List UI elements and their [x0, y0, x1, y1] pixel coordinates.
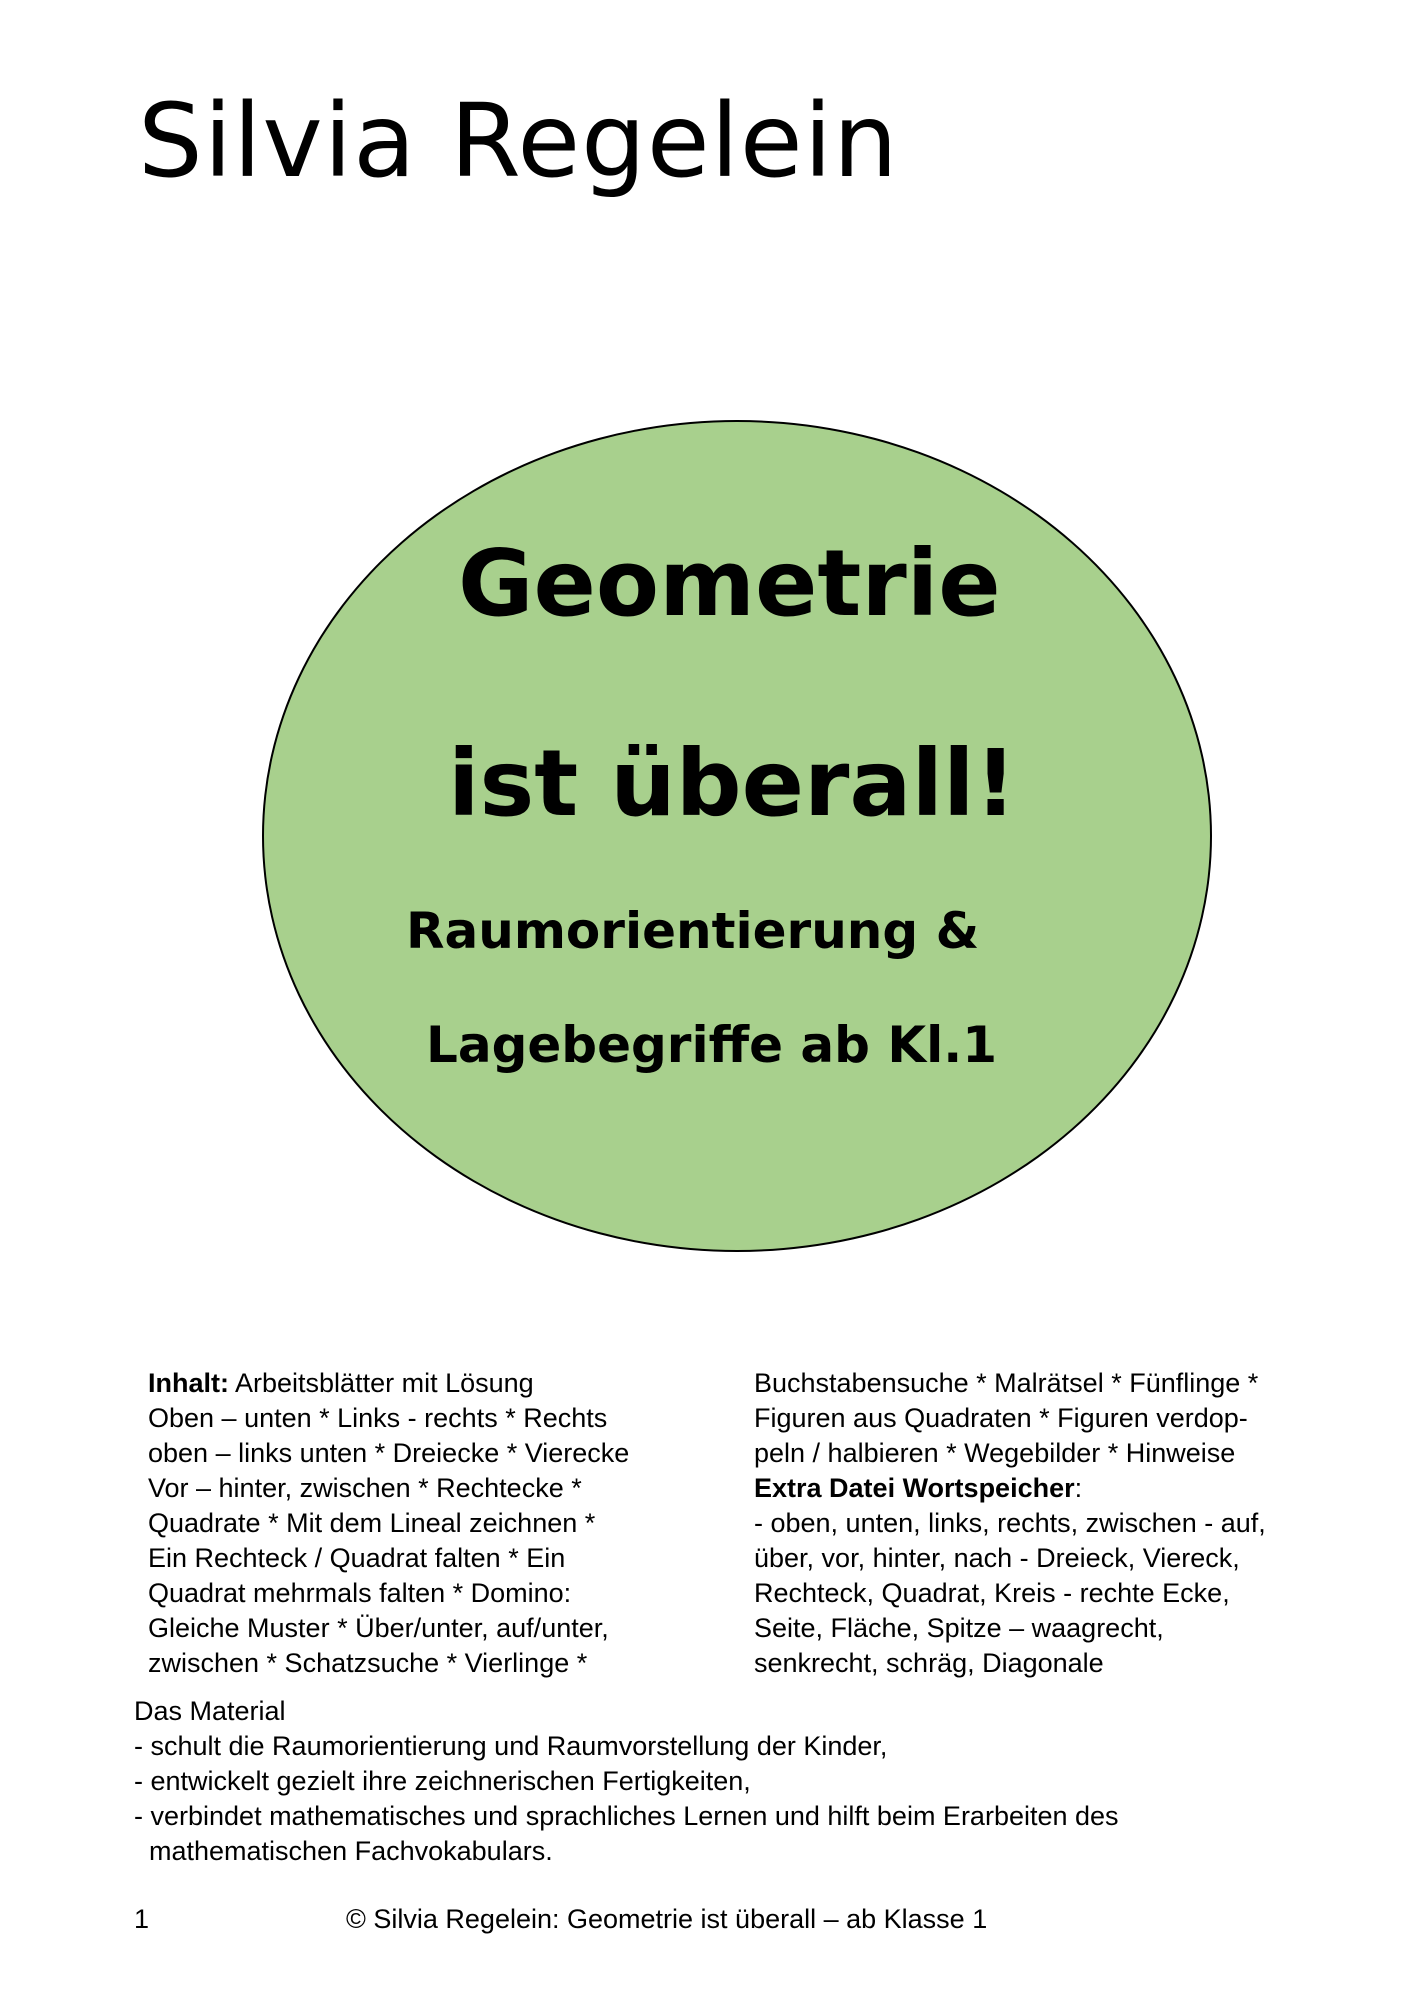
contents-line: Vor – hinter, zwischen * Rechtecke *: [148, 1473, 582, 1503]
title-line-1: Geometrie: [458, 530, 1001, 637]
author-name: Silvia Regelein: [138, 82, 899, 201]
material-line: - entwickelt gezielt ihre zeichnerischen Fertigkeiten,: [134, 1766, 751, 1796]
contents-line: zwischen * Schatzsuche * Vierlinge *: [148, 1648, 588, 1678]
wortspeicher-line: Rechteck, Quadrat, Kreis - rechte Ecke,: [754, 1578, 1230, 1608]
subtitle-line-1: Raumorientierung &: [406, 902, 980, 960]
material-line: - schult die Raumorientierung und Raumvorstellung der Kinder,: [134, 1731, 888, 1761]
wortspeicher-line: - oben, unten, links, rechts, zwischen - auf,: [754, 1508, 1266, 1538]
wortspeicher-line: senkrecht, schräg, Diagonale: [754, 1648, 1104, 1678]
contents-label: Inhalt:: [148, 1368, 229, 1398]
contents-line: Figuren aus Quadraten * Figuren verdop-: [754, 1403, 1248, 1433]
contents-right-column: [754, 1366, 1266, 1681]
contents-line: Quadrat mehrmals falten * Domino:: [148, 1578, 572, 1608]
contents-line: Ein Rechteck / Quadrat falten * Ein: [148, 1543, 566, 1573]
wortspeicher-line: über, vor, hinter, nach - Dreieck, Viereck,: [754, 1543, 1240, 1573]
material-line: mathematischen Fachvokabulars.: [134, 1836, 553, 1866]
page-number: 1: [134, 1904, 150, 1934]
material-line: - verbindet mathematisches und sprachliches Lernen und hilft beim Erarbeiten des: [134, 1801, 1119, 1831]
extra-file-heading: Extra Datei Wortspeicher:: [754, 1473, 1083, 1503]
contents-line: Inhalt: Arbeitsblätter mit Lösung: [148, 1368, 534, 1398]
contents-line: Gleiche Muster * Über/unter, auf/unter,: [148, 1613, 609, 1643]
contents-line: peln / halbieren * Wegebilder * Hinweise: [754, 1438, 1236, 1468]
title-line-2: ist überall!: [448, 730, 1017, 837]
contents-line: Buchstabensuche * Malrätsel * Fünflinge *: [754, 1368, 1259, 1398]
material-heading: Das Material: [134, 1696, 286, 1726]
subtitle-line-2: Lagebegriffe ab Kl.1: [426, 1016, 998, 1074]
extra-file-label: Extra Datei Wortspeicher: [754, 1473, 1075, 1503]
wortspeicher-line: Seite, Fläche, Spitze – waagrecht,: [754, 1613, 1164, 1643]
material-section: [134, 1694, 1119, 1869]
contents-left-column: [148, 1366, 629, 1681]
copyright-footer: © Silvia Regelein: Geometrie ist überall – ab Klasse 1: [346, 1904, 988, 1934]
contents-line: Oben – unten * Links - rechts * Rechts: [148, 1403, 608, 1433]
contents-line: Quadrate * Mit dem Lineal zeichnen *: [148, 1508, 596, 1538]
contents-line: oben – links unten * Dreiecke * Vierecke: [148, 1438, 630, 1468]
